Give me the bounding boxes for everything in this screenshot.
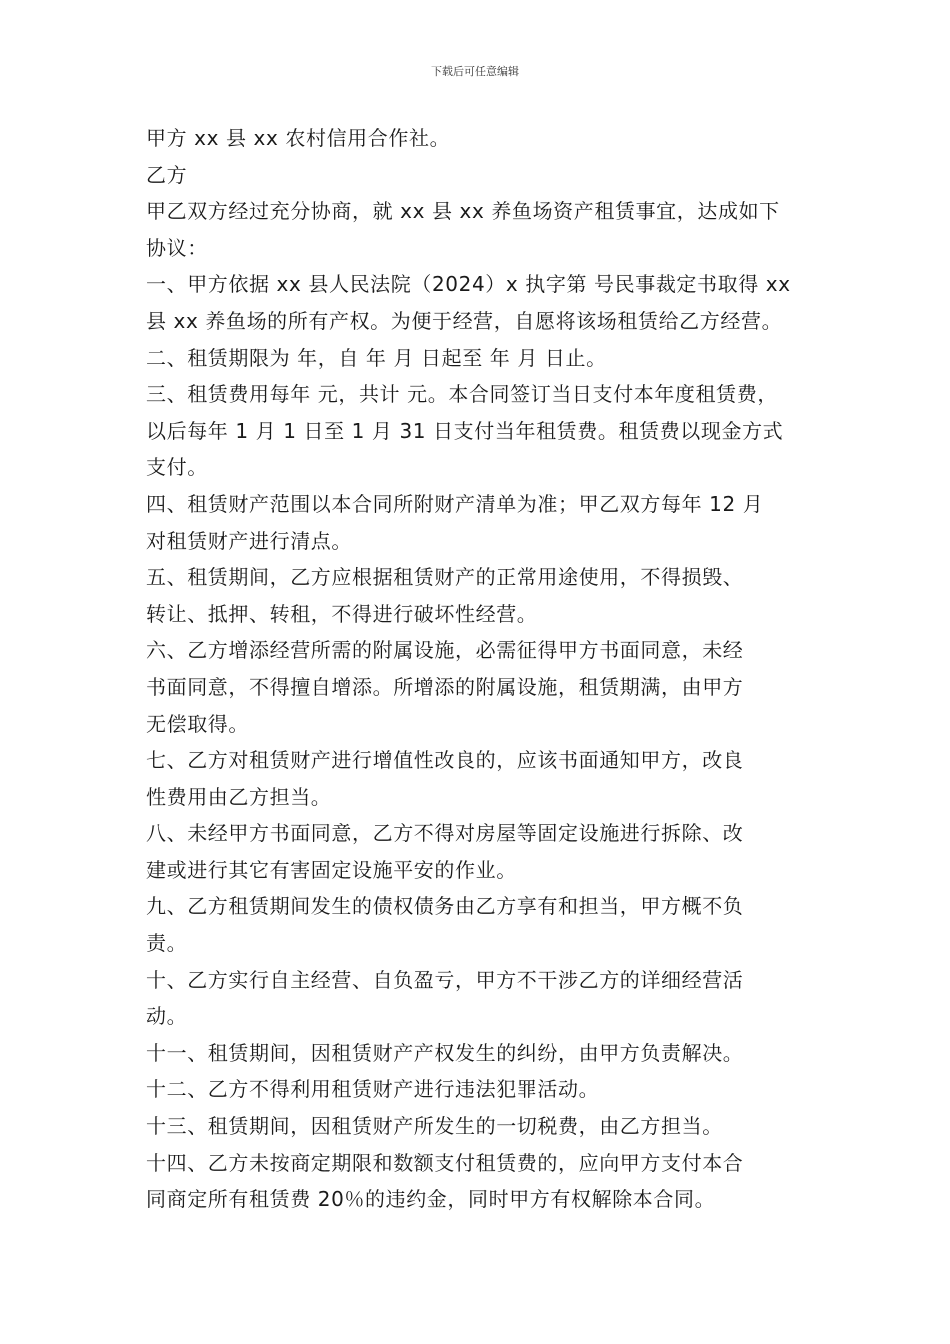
text-line: 二、租赁期限为 年，自 年 月 日起至 年 月 日止。 — [146, 345, 607, 370]
text-line: 七、乙方对租赁财产进行增值性改良的，应该书面通知甲方，改良 — [146, 748, 744, 773]
text-line: 六、乙方增添经营所需的附属设施，必需征得甲方书面同意，未经 — [146, 638, 744, 663]
text-line: 十三、租赁期间，因租赁财产所发生的一切税费，由乙方担当。 — [146, 1114, 723, 1139]
text-line: 同商定所有租赁费 20％的违约金，同时甲方有权解除本合同。 — [146, 1187, 716, 1212]
text-line: 转让、抵押、转租，不得进行破坏性经营。 — [146, 601, 538, 626]
text-line: 甲乙双方经过充分协商，就 xx 县 xx 养鱼场资产租赁事宜，达成如下 — [146, 199, 780, 224]
text-line: 一、甲方依据 xx 县人民法院（2024）x 执字第 号民事裁定书取得 xx — [146, 272, 791, 297]
text-line: 建或进行其它有害固定设施平安的作业。 — [146, 857, 517, 882]
text-line: 县 xx 养鱼场的所有产权。为便于经营，自愿将该场租赁给乙方经营。 — [146, 308, 783, 333]
document-body — [146, 120, 816, 1218]
text-line: 对租赁财产进行清点。 — [146, 528, 352, 553]
text-line: 乙方 — [146, 162, 188, 187]
text-line: 十四、乙方未按商定期限和数额支付租赁费的，应向甲方支付本合 — [146, 1150, 744, 1175]
text-line: 责。 — [146, 931, 188, 956]
text-line: 八、未经甲方书面同意，乙方不得对房屋等固定设施进行拆除、改 — [146, 821, 744, 846]
text-line: 五、租赁期间，乙方应根据租赁财产的正常用途使用，不得损毁、 — [146, 565, 744, 590]
text-line: 动。 — [146, 1004, 188, 1029]
text-line: 协议： — [146, 235, 208, 260]
text-line: 十一、租赁期间，因租赁财产产权发生的纠纷，由甲方负责解决。 — [146, 1040, 744, 1065]
page-header: 下载后可任意编辑 — [431, 65, 519, 78]
text-line: 四、租赁财产范围以本合同所附财产清单为准；甲乙双方每年 12 月 — [146, 491, 764, 516]
text-line: 九、乙方租赁期间发生的债权债务由乙方享有和担当，甲方概不负 — [146, 894, 744, 919]
text-line: 性费用由乙方担当。 — [146, 784, 332, 809]
text-line: 书面同意，不得擅自增添。所增添的附属设施，租赁期满，由甲方 — [146, 674, 744, 699]
text-line: 十、乙方实行自主经营、自负盈亏，甲方不干涉乙方的详细经营活 — [146, 967, 744, 992]
text-line: 十二、乙方不得利用租赁财产进行违法犯罪活动。 — [146, 1077, 600, 1102]
text-line: 三、租赁费用每年 元，共计 元。本合同签订当日支付本年度租赁费， — [146, 382, 778, 407]
text-line: 支付。 — [146, 455, 208, 480]
text-line: 以后每年 1 月 1 日至 1 月 31 日支付当年租赁费。租赁费以现金方式 — [146, 418, 784, 443]
text-line: 无偿取得。 — [146, 711, 249, 736]
text-line: 甲方 xx 县 xx 农村信用合作社。 — [146, 126, 451, 150]
